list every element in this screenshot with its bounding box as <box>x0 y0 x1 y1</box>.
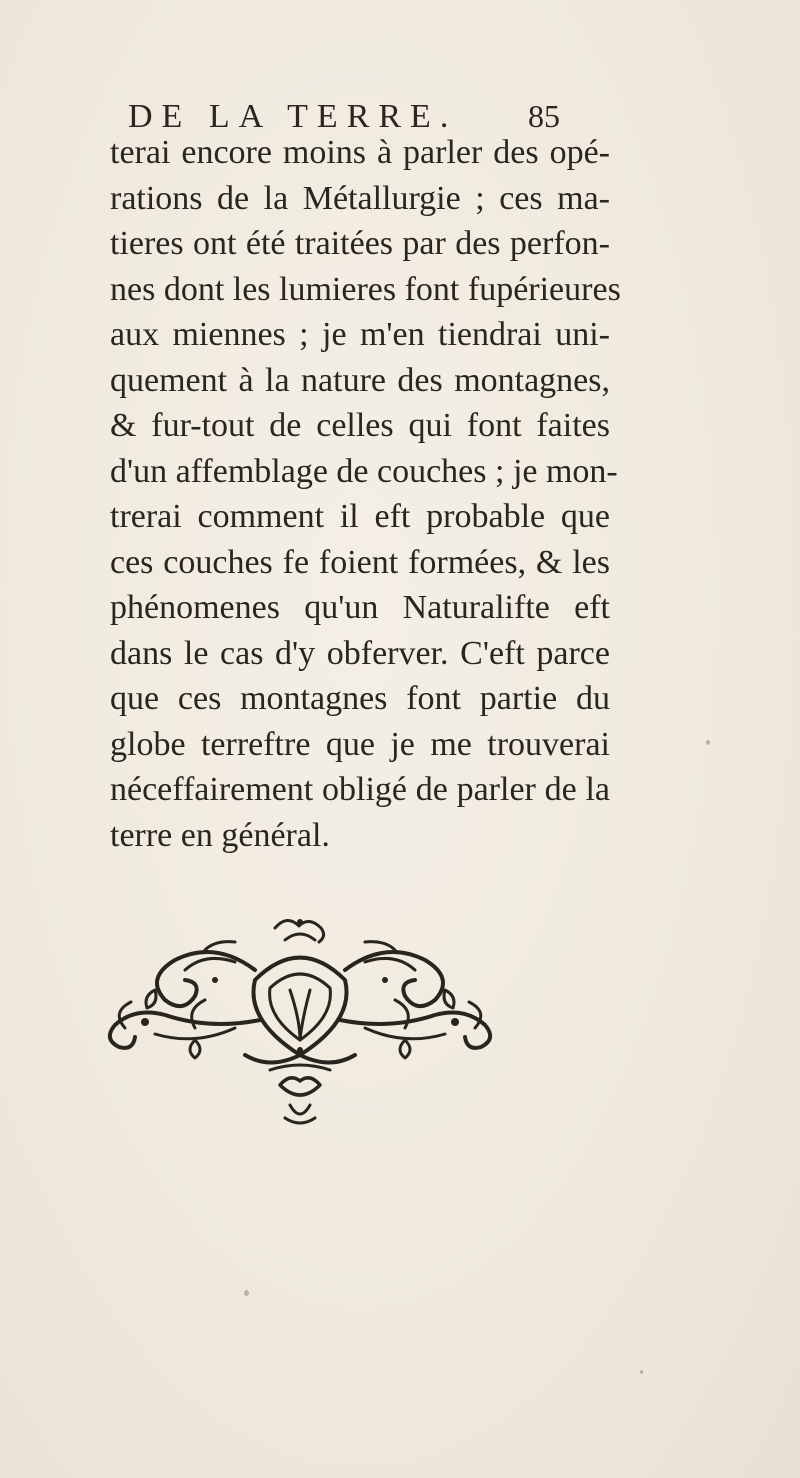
text-line: dans le cas d'y obferver. C'eft parce <box>110 634 610 672</box>
text-line: terre en général. <box>110 816 330 854</box>
text-line: quement à la nature des montagnes, <box>110 361 610 399</box>
page-number: 85 <box>528 98 560 134</box>
text-line: trerai comment il eft probable que <box>110 498 610 535</box>
text-line: globe terreftre que je me trouverai <box>110 725 610 763</box>
paper-speck <box>244 1290 249 1296</box>
text-line: tieres ont été traitées par des perfon- <box>110 225 610 262</box>
text-line: ces couches fe foient formées, & les <box>110 543 610 581</box>
running-head: DE LA TERRE. <box>128 98 458 135</box>
tailpiece-ornament-icon <box>85 910 515 1140</box>
text-line: d'un affemblage de couches ; je mon- <box>110 452 618 490</box>
text-line: que ces montagnes font partie du <box>110 680 610 717</box>
text-line: nes dont les lumieres font fupérieures <box>110 270 621 308</box>
paper-speck <box>706 740 710 745</box>
text-line: néceffairement obligé de parler de la <box>110 771 610 808</box>
text-line: rations de la Métallurgie ; ces ma- <box>110 179 610 217</box>
text-line: & fur-tout de celles qui font faites <box>110 407 610 444</box>
text-line: phénomenes qu'un Naturalifte eft <box>110 589 610 626</box>
text-line: aux miennes ; je m'en tiendrai uni- <box>110 316 610 353</box>
text-line: terai encore moins à parler des opé- <box>110 134 610 171</box>
paper-speck <box>640 1370 643 1374</box>
body-text <box>110 130 621 858</box>
